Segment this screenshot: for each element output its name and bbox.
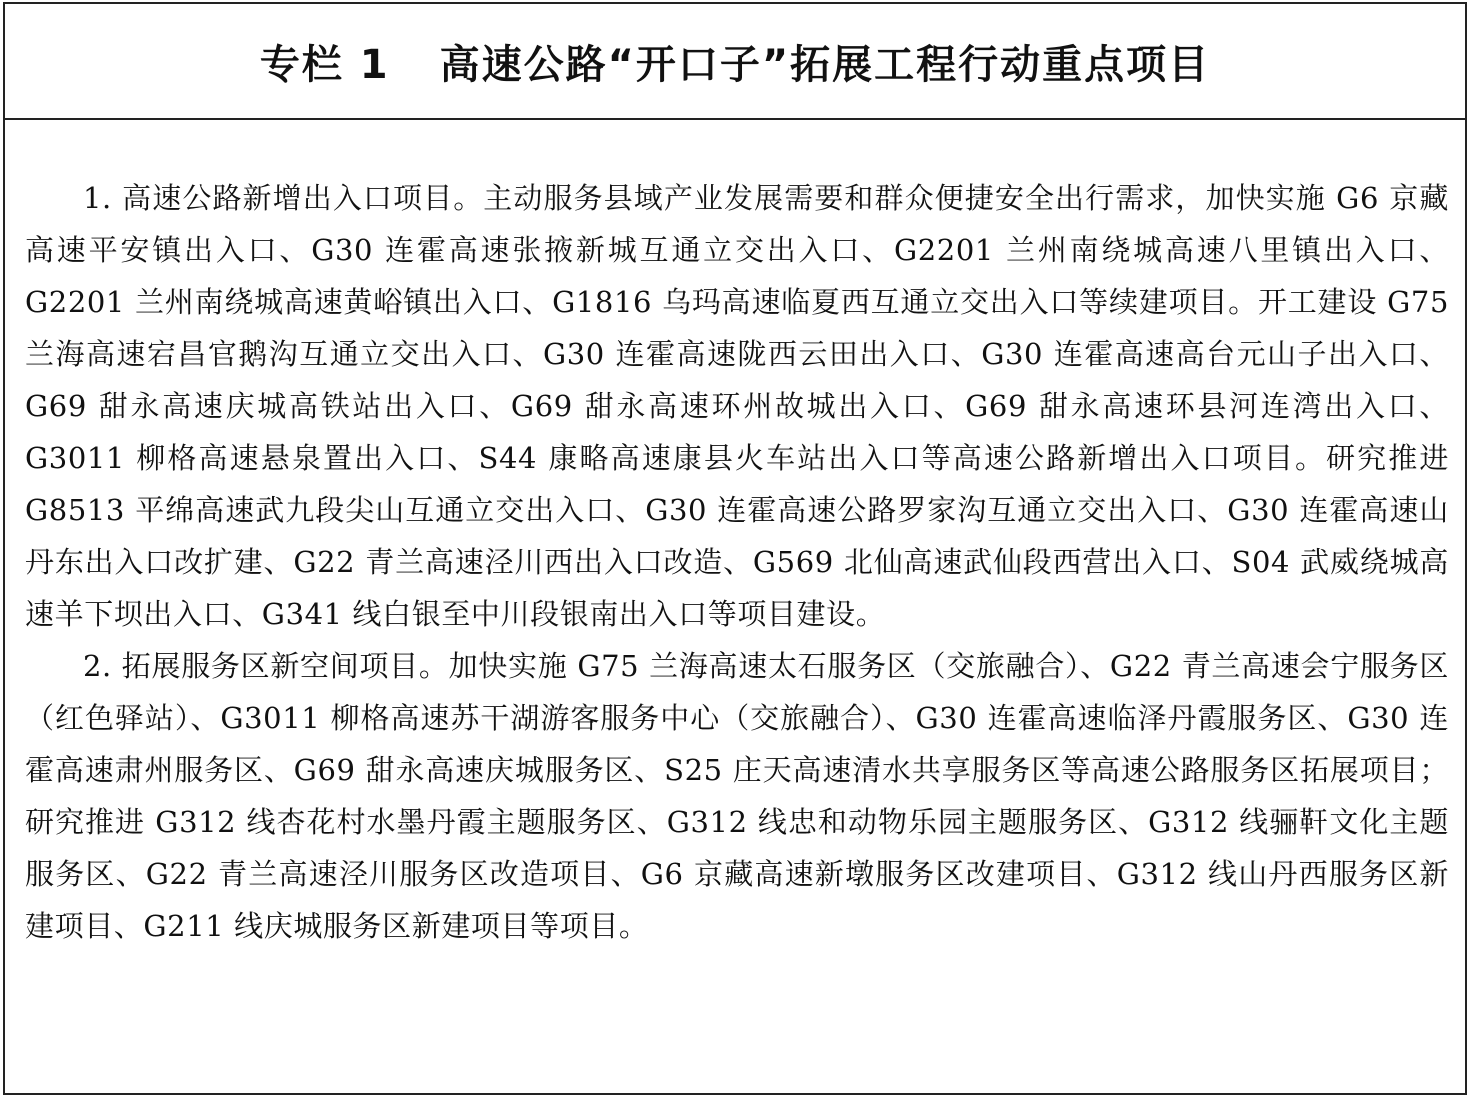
column-heading: 高速公路“开口子”拓展工程行动重点项目 xyxy=(439,41,1211,88)
paragraph-new-interchanges: 1. 高速公路新增出入口项目。主动服务县域产业发展需要和群众便捷安全出行需求，加快实施 G6 京藏高速平安镇出入口、G30 连霍高速张掖新城互通立交出入口、G2201 兰州南绕城高速八里镇出入口、G2201 兰州南绕城高速黄峪镇出入口、G1816 乌玛高速临夏西互通立交出入口等续建项目。开工建设 G75 兰海高速宕昌官鹅沟互通立交出入口、G30 连霍高速陇西云田出入口、G30 连霍高速高台元山子出入口、G69 甜永高速庆城高铁站出入口、G69 甜永高速环州故城出入口、G69 甜永高速环县河连湾出入口、G3011 柳格高速悬泉置出入口、S44 康略高速康县火车站出入口等高速公路新增出入口项目。研究推进 G8513 平绵高速武九段尖山互通立交出入口、G30 连霍高速公路罗家沟互通立交出入口、G30 连霍高速山丹东出入口改扩建、G22 青兰高速泾川西出入口改造、G569 北仙高速武仙段西营出入口、S04 武威绕城高速羊下坝出入口、G341 线白银至中川段银南出入口等项目建设。 xyxy=(25,181,1449,631)
column-title xyxy=(260,33,1210,90)
column-box xyxy=(3,2,1467,1095)
column-label: 专栏 1 xyxy=(259,41,390,88)
column-body xyxy=(5,120,1465,952)
paragraph-service-areas: 2. 拓展服务区新空间项目。加快实施 G75 兰海高速太石服务区（交旅融合）、G22 青兰高速会宁服务区（红色驿站）、G3011 柳格高速苏干湖游客服务中心（交旅融合）、G30 连霍高速临泽丹霞服务区、G30 连霍高速肃州服务区、G69 甜永高速庆城服务区、S25 庄天高速清水共享服务区等高速公路服务区拓展项目；研究推进 G312 线杏花村水墨丹霞主题服务区、G312 线忠和动物乐园主题服务区、G312 线骊靬文化主题服务区、G22 青兰高速泾川服务区改造项目、G6 京藏高速新墩服务区改建项目、G312 线山丹西服务区新建项目、G211 线庆城服务区新建项目等项目。 xyxy=(25,649,1449,943)
column-header xyxy=(5,4,1465,120)
